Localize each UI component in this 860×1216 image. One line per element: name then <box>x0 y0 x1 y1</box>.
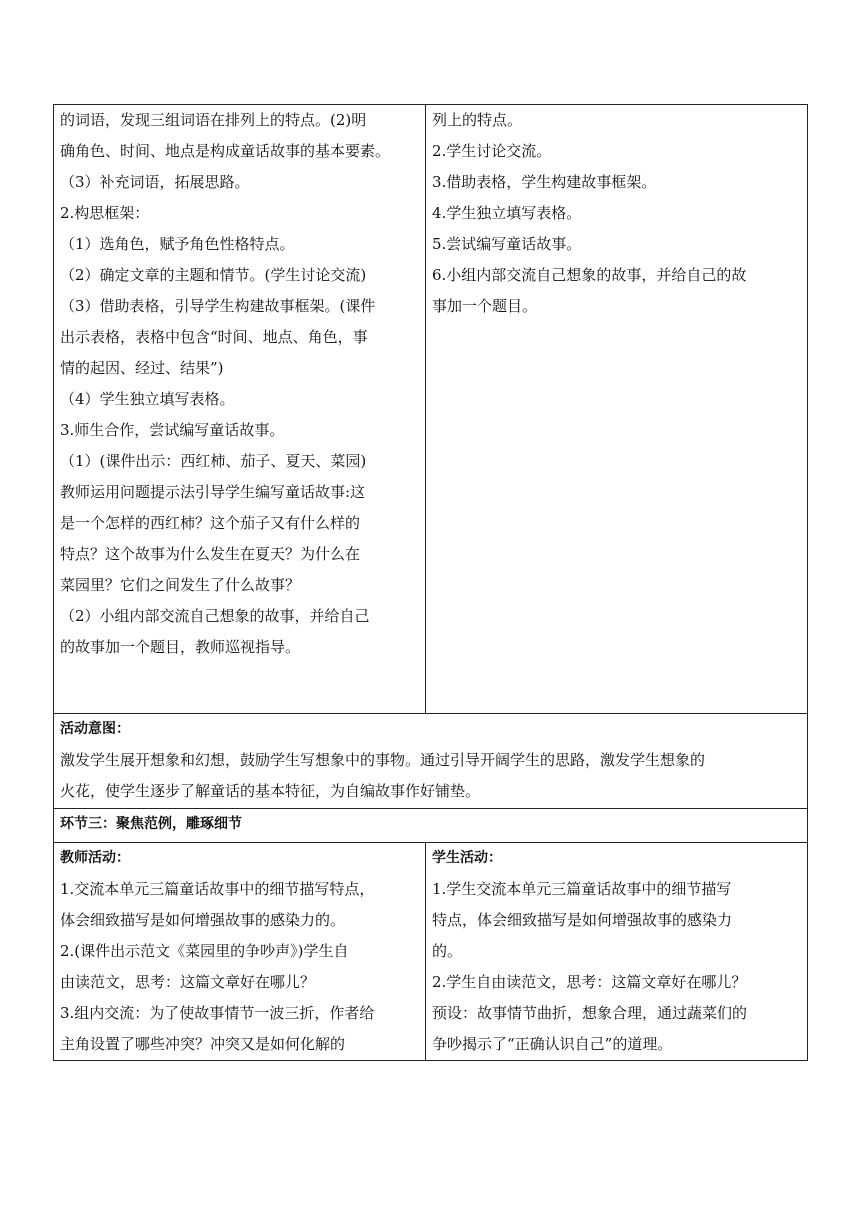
teacher-activity-heading: 教师活动： <box>60 850 130 866</box>
text-line: 3.借助表格，学生构建故事框架。 <box>432 173 657 191</box>
activity-intent-cell <box>54 714 808 809</box>
text-line: 的。 <box>432 942 463 960</box>
text-line: 列上的特点。 <box>432 111 523 129</box>
text-line: （2）小组内部交流自己想象的故事，并给自己 <box>60 607 370 625</box>
text-line: 菜园里？它们之间发生了什么故事？ <box>60 576 301 594</box>
text-line: （2）确定文章的主题和情节。(学生讨论交流) <box>60 266 367 284</box>
text-line: （1）选角色，赋予角色性格特点。 <box>60 235 295 253</box>
text-line: 教师运用问题提示法引导学生编写童话故事:这 <box>60 483 366 501</box>
text-line: 2.构思框架： <box>60 204 150 222</box>
text-line: 由读范文，思考：这篇文章好在哪儿？ <box>60 973 316 991</box>
text-line: 2.(课件出示范文《菜园里的争吵声》)学生自 <box>60 942 349 960</box>
student-activity-cell <box>426 105 808 714</box>
text-line: 5.尝试编写童话故事。 <box>432 235 582 253</box>
text-line: 出示表格，表格中包含“时间、地点、角色，事 <box>60 328 368 346</box>
text-line: 激发学生展开想象和幻想，鼓励学生写想象中的事物。通过引导开阔学生的思路，激发学生想象的 <box>60 751 706 769</box>
text-line: 特点？这个故事为什么发生在夏天？为什么在 <box>60 545 361 563</box>
student-activity-heading: 学生活动： <box>432 850 502 866</box>
text-line: （3）补充词语，拓展思路。 <box>60 173 250 191</box>
text-line: 3.组内交流：为了使故事情节一波三折，作者给 <box>60 1004 375 1022</box>
text-line: 是一个怎样的西红柿？这个茄子又有什么样的 <box>60 514 361 532</box>
activity-intent-row <box>54 714 808 809</box>
lesson-plan-table <box>53 104 808 1061</box>
text-line: 2.学生讨论交流。 <box>432 142 552 160</box>
text-line: 特点，体会细致描写是如何增强故事的感染力 <box>432 911 733 929</box>
activity-intent-heading: 活动意图： <box>60 721 130 737</box>
text-line: 4.学生独立填写表格。 <box>432 204 582 222</box>
teacher-activity-cell <box>54 843 426 1061</box>
stage-heading-row <box>54 809 808 843</box>
text-line: （4）学生独立填写表格。 <box>60 390 235 408</box>
text-line: 的故事加一个题目，教师巡视指导。 <box>60 638 301 656</box>
activities-row-continued <box>54 105 808 714</box>
text-line: 争吵揭示了“正确认识自己”的道理。 <box>432 1035 673 1053</box>
text-line: 主角设置了哪些冲突？冲突又是如何化解的 <box>60 1035 346 1053</box>
text-line: 3.师生合作，尝试编写童话故事。 <box>60 421 285 439</box>
text-line: 的词语，发现三组词语在排列上的特点。(2)明 <box>60 111 367 129</box>
text-line: （1）(课件出示：西红柿、茄子、夏天、菜园) <box>60 452 367 470</box>
stage-title: 环节三：聚焦范例，雕琢细节 <box>60 816 242 832</box>
text-line: 2.学生自由读范文，思考：这篇文章好在哪儿？ <box>432 973 747 991</box>
text-line: 1.学生交流本单元三篇童话故事中的细节描写 <box>432 880 732 898</box>
text-line: 体会细致描写是如何增强故事的感染力的。 <box>60 911 346 929</box>
text-line: （3）借助表格，引导学生构建故事框架。(课件 <box>60 297 376 315</box>
text-line: 事加一个题目。 <box>432 297 538 315</box>
activities-row <box>54 843 808 1061</box>
student-activity-cell <box>426 843 808 1061</box>
text-line: 火花，使学生逐步了解童话的基本特征，为自编故事作好铺垫。 <box>60 782 481 800</box>
text-line: 6.小组内部交流自己想象的故事，并给自己的故 <box>432 266 747 284</box>
text-line: 预设：故事情节曲折，想象合理，通过蔬菜们的 <box>432 1004 748 1022</box>
text-line: 情的起因、经过、结果”) <box>60 359 224 377</box>
text-line: 1.交流本单元三篇童话故事中的细节描写特点， <box>60 880 375 898</box>
text-line: 确角色、时间、地点是构成童话故事的基本要素。 <box>60 142 391 160</box>
stage-heading-cell <box>54 809 808 843</box>
teacher-activity-cell <box>54 105 426 714</box>
